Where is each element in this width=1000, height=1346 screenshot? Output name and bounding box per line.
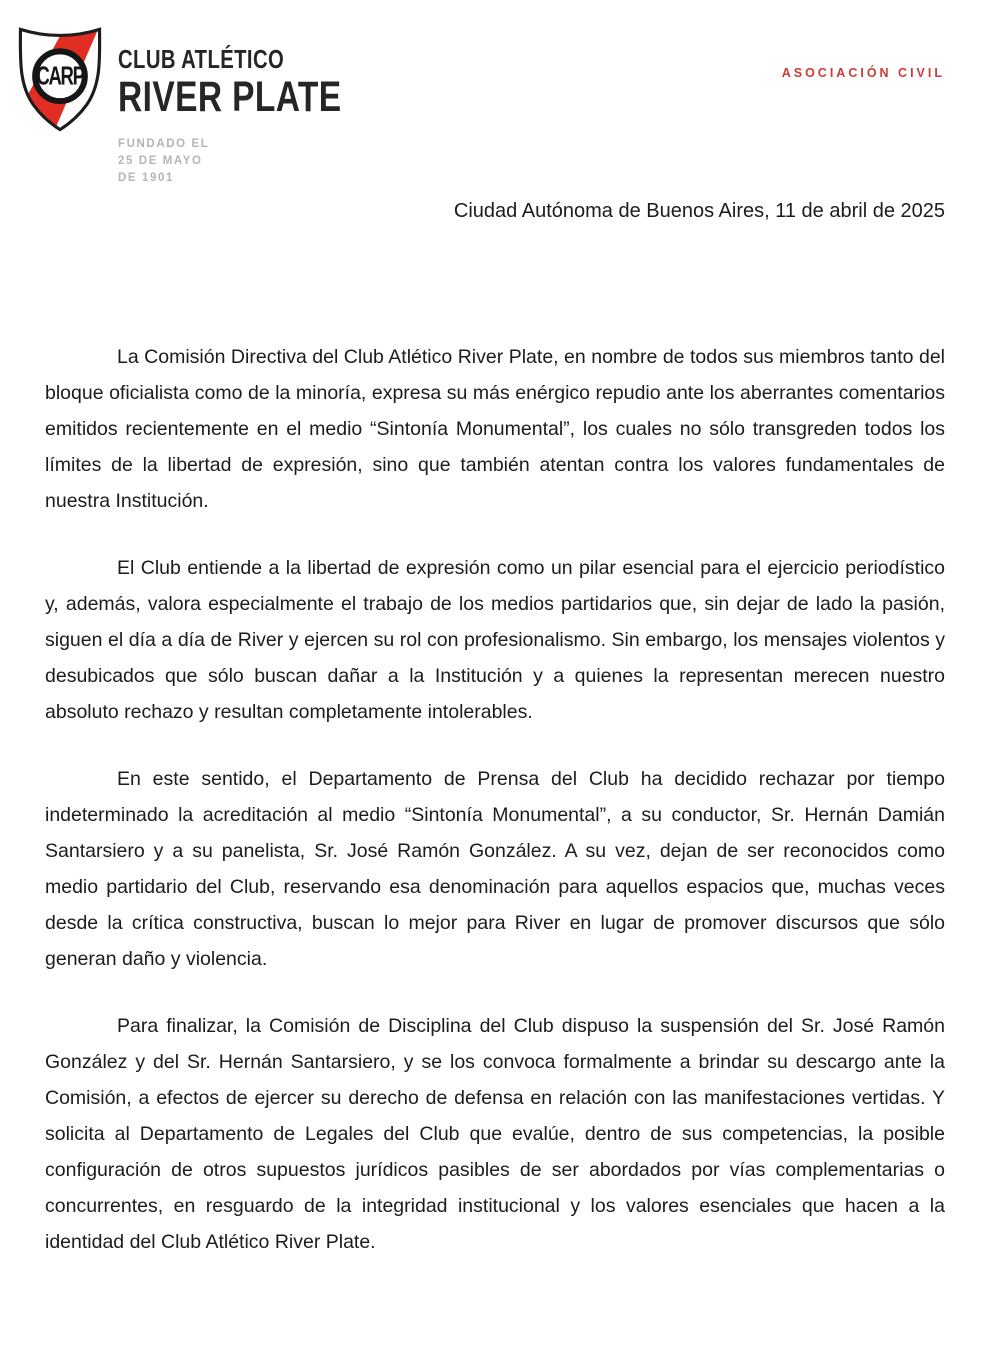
club-name-line2: RIVER PLATE [118, 73, 342, 121]
river-plate-crest-icon [14, 22, 106, 136]
paragraph-3: En este sentido, el Departamento de Prensa del Club ha decidido rechazar por tiempo indeterminado la acreditación al medio “Sintonía Monumental”, a su conductor, Sr. Hernán Damián Santarsiero y a su panelista, Sr. José Ramón González. A su vez, dejan de ser reconocidos como medio partidario del Club, reservando esa denominación para aquellos espacios que, muchas veces desde la crítica constructiva, buscan lo mejor para River en lugar de promover discursos que sólo generan daño y violencia. [45, 768, 945, 970]
paragraph-1: La Comisión Directiva del Club Atlético River Plate, en nombre de todos sus miembros tanto del bloque oficialista como de la minoría, expresa su más enérgico repudio ante los aberrantes comentarios emitidos recientemente en el medio “Sintonía Monumental”, los cuales no sólo transgreden todos los límites de la libertad de expresión, sino que también atentan contra los valores fundamentales de nuestra Institución. [45, 346, 945, 512]
asociacion-civil-label: ASOCIACIÓN CIVIL [781, 66, 945, 80]
paragraph-4: Para finalizar, la Comisión de Disciplina del Club dispuso la suspensión del Sr. José Ramón González y del Sr. Hernán Santarsiero, y se los convoca formalmente a brindar su descargo ante la Comisión, a efectos de ejercer su derecho de defensa en relación con las manifestaciones vertidas. Y solicita al Departamento de Legales del Club que evalúe, dentro de sus competencias, la posible configuración de otros supuestos jurídicos pasibles de ser abordados por vías complementarias o concurrentes, en resguardo de la integridad institucional y los valores esenciales que hacen a la identidad del Club Atlético River Plate. [45, 1015, 945, 1253]
date-line: Ciudad Autónoma de Buenos Aires, 11 de abril de 2025 [453, 200, 945, 222]
founded-line: FUNDADO EL [118, 138, 210, 150]
founded-line: 25 DE MAYO [118, 155, 203, 167]
founded-line: DE 1901 [118, 172, 174, 184]
crest-monogram: CARP [36, 61, 84, 91]
letter-body [45, 339, 945, 1260]
club-wordmark [118, 44, 405, 187]
paragraph-2: El Club entiende a la libertad de expresión como un pilar esencial para el ejercicio periodístico y, además, valora especialmente el trabajo de los medios partidarios que, sin dejar de lado la pasión, siguen el día a día de River y ejercen su rol con profesionalismo. Sin embargo, los mensajes violentos y desubicados que sólo buscan dañar a la Institución y a quienes la representan merecen nuestro absoluto rechazo y resultan completamente intolerables. [45, 557, 945, 723]
letterhead [0, 0, 1000, 184]
club-name-line1: CLUB ATLÉTICO [118, 44, 285, 74]
founded-date [118, 136, 405, 187]
